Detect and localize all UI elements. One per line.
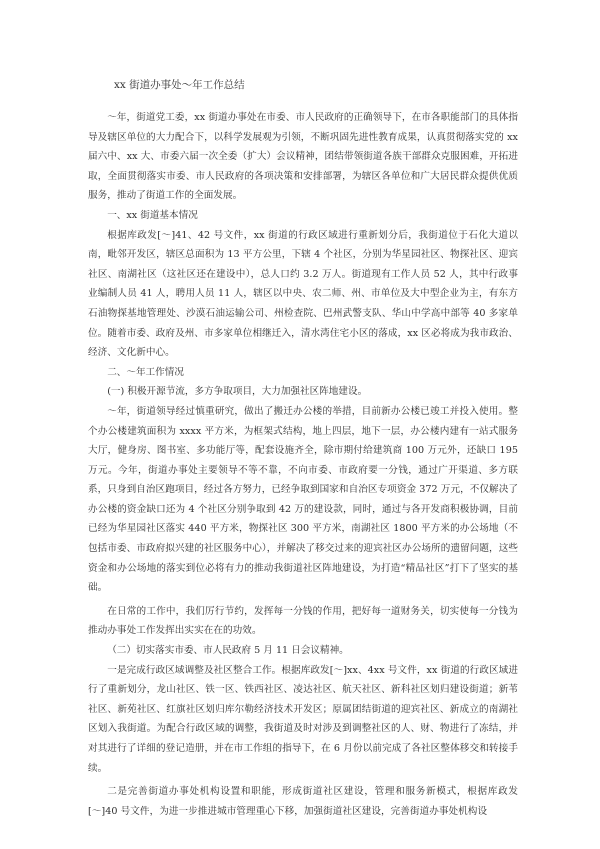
section-heading-work-situation: 二、～年工作情况 [107,366,184,378]
document-title: xx 街道办事处～年工作总结 [114,79,245,91]
intro-paragraph: ～年，街道党工委，xx 街道办事处在市委、市人民政府的正确领导下，在市各职能部门的具体指导及辖区单位的大力配合下，以科学发展观为引领，不断巩固先进性教育成果，认真贯彻落实党的 xx 届六中、xx 大、市委六届一次全委（扩大）会议精神，团结带领街道各族干部群众克服困难，开拓进取，全面贯彻落实市委、市人民政府的各项决策和安排部署，为辖区各单位和广大居民群众提供优质服务，推动了街道工作的全面发展。 [88,112,518,202]
subsection-2-paragraph: 一是完成行政区域调整及社区整合工作。根据库政发[～]xx、4xx 号文件，xx 街道的行政区域进行了重新划分，龙山社区、铁一区、铁西社区、凌达社区、航天社区、新科社区划归建设街道；新苇社区、新苑社区、红旗社区划归库尔勒经济技术开发区；原属团结街道的迎宾社区、新成立的南湖社区划入我街道。为配合行政区域的调整，我街道及时对涉及到调整社区的人、财、物进行了冻结，并对其进行了详细的登记造册，并在市工作组的指导下，在 6 月份以前完成了各社区整体移交和转接手续。 [88,664,518,774]
subsection-heading-2: （二）切实落实市委、市人民政府 5 月 11 日会议精神。 [107,645,349,657]
subsection-1-paragraph-2: 在日常的工作中，我们厉行节约，发挥每一分钱的作用，把好每一道财务关，切实使每一分钱为推动办事处工作发挥出实实在在的功效。 [88,605,518,637]
basic-info-paragraph: 根据库政发[～]41、42 号文件，xx 街道的行政区域进行重新划分后，我街道位于石化大道以南，毗邻开发区，辖区总面积为 13 平方公里，下辖 4 个社区，分别为华星园社区、物探社区、迎宾社区、南湖社区（这社区还在建设中），总人口约 3.2 万人。街道现有工作人员 52 人，其中行政事业编制人员 41 人，聘用人员 11 人，辖区以中央、农二师、州、市单位及大中型企业为主，有东方石油物探基地管理处、沙漠石油运输公司、州检查院、巴州武警支队、华山中学高中部等 40 多家单位。随着市委、政府及州、市多家单位相继迁入，清水湾住宅小区的落成，xx 区必将成为我市政治、经济、文化新中心。 [88,229,518,359]
section-heading-basic-info: 一、xx 街道基本情况 [107,209,198,221]
document-body [88,78,518,821]
subsection-1-paragraph: ～年，街道领导经过慎重研究，做出了搬迁办公楼的举措，目前新办公楼已竣工并投入使用。整个办公楼建筑面积为 xxxx 平方米，为框架式结构，地上四层，地下一层，办公楼内建有一站式服务大厅，健身房、图书室、多功能厅等，配套设施齐全，除市期付给建筑商 100 万元外，还缺口 195 万元。今年，街道办事处主要领导不等不靠，不向市委、市政府要一分钱，通过广开渠道、多方联系，只身到自治区跑项目，经过各方努力，已经争取到国家和自治区专项资金 372 万元，不仅解决了办公楼的资金缺口还为 4 个社区分别争取到 42 万的建设款，同时，通过与各开发商积极协调，目前已经为华星园社区落实 440 平方米，物探社区 300 平方米，南湖社区 1800 平方米的办公场地（不包括市委、市政府拟兴建的社区服务中心），并解决了移交过来的迎宾社区办公场所的遗留问题，这些资金和办公场地的落实到位必将有力的推动我街道社区阵地建设，为打造“精品社区”打下了坚实的基础。 [88,405,518,594]
subsection-2-paragraph-2: 二是完善街道办事处机构设置和职能，形成街道社区建设，管理和服务新模式，根据库政发[～]40 号文件，为进一步推进城市管理重心下移，加强街道社区建设，完善街道办事处机构设 [88,786,518,817]
subsection-heading-1: (一) 积极开源节流，多方争取项目，大力加强社区阵地建设。 [107,386,368,398]
